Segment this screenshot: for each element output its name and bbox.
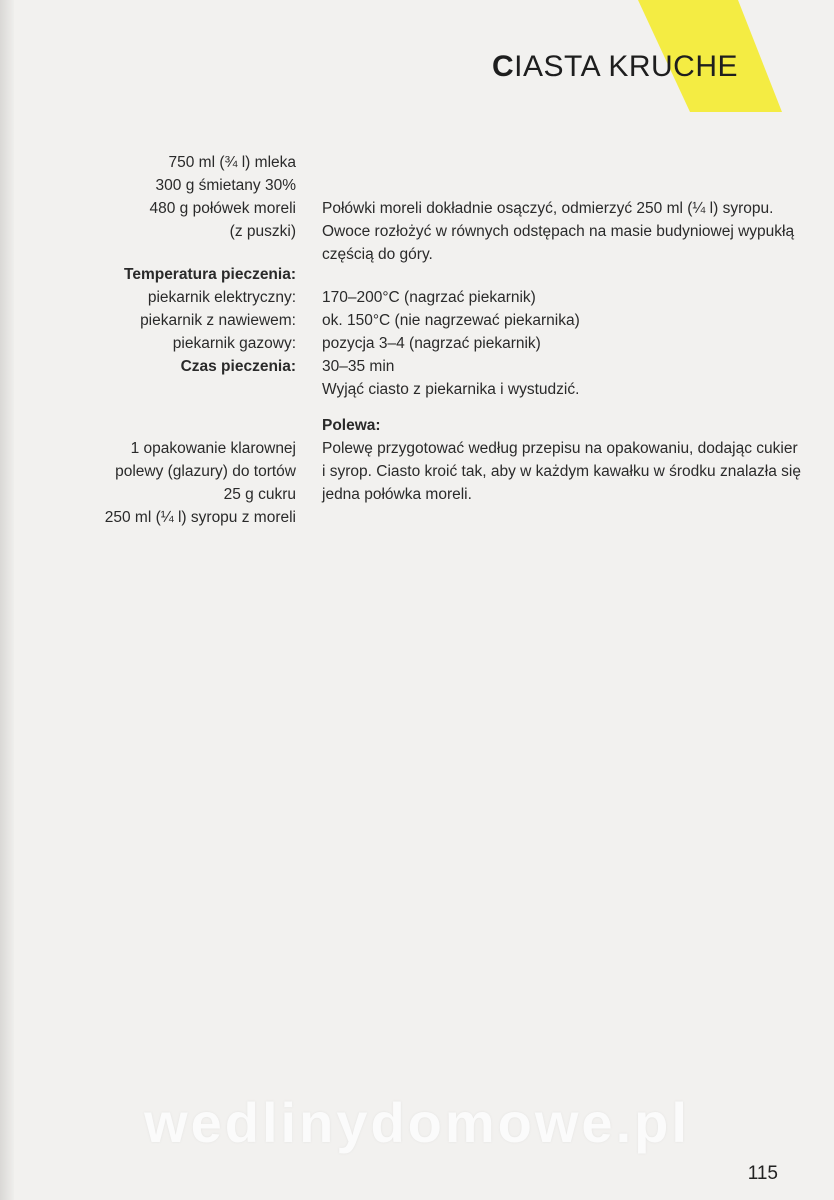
instruction-paragraph: Polewę przygotować według przepisu na opakowaniu, dodając cukier i syrop. Ciasto kroić tak, aby w każdym kawałku w środku znalazła się jedna połówka moreli. bbox=[322, 440, 801, 503]
glaze-heading: Polewa: bbox=[322, 417, 381, 434]
watermark: wedlinydomowe.pl bbox=[144, 1091, 690, 1154]
ingredient-item: 300 g śmietany 30% bbox=[155, 177, 296, 194]
electric-oven-label: piekarnik elektryczny: bbox=[147, 289, 296, 306]
baking-values bbox=[322, 286, 802, 401]
page-number: 115 bbox=[747, 1163, 778, 1184]
page-spine-shadow bbox=[0, 0, 14, 1200]
ingredient-item: 750 ml (¾ l) mleka bbox=[168, 154, 296, 171]
ingredient-item: 250 ml (¼ l) syropu z moreli bbox=[104, 509, 296, 526]
baking-labels bbox=[40, 263, 296, 378]
ingredient-item: (z puszki) bbox=[229, 223, 296, 240]
ingredient-item: polewy (glazury) do tortów bbox=[115, 463, 296, 480]
glaze-heading-block bbox=[322, 414, 802, 437]
temperature-heading: Temperatura pieczenia: bbox=[124, 266, 296, 283]
ingredient-item: 25 g cukru bbox=[223, 486, 296, 503]
fan-oven-value: ok. 150°C (nie nagrzewać piekarnika) bbox=[322, 312, 580, 329]
electric-oven-value: 170–200°C (nagrzać piekarnik) bbox=[322, 289, 536, 306]
fan-oven-label: piekarnik z nawiewem: bbox=[140, 312, 296, 329]
ingredient-item: 1 opakowanie klarownej bbox=[130, 440, 296, 457]
step-1-text bbox=[322, 197, 802, 266]
page-title-rest: IASTA KRUCHE bbox=[514, 50, 738, 83]
glaze-text bbox=[322, 437, 802, 506]
baking-time-value: 30–35 min bbox=[322, 358, 395, 375]
baking-time-label: Czas pieczenia: bbox=[180, 358, 296, 375]
ingredient-item: 480 g połówek moreli bbox=[149, 200, 296, 217]
cooling-instruction: Wyjąć ciasto z piekarnika i wystudzić. bbox=[322, 381, 580, 398]
instruction-paragraph: Połówki moreli dokładnie osączyć, odmierzyć 250 ml (¼ l) syropu. Owoce rozłożyć w równych odstępach na masie budyniowej wypukłą częścią do góry. bbox=[322, 200, 795, 263]
glaze-ingredients bbox=[40, 437, 296, 529]
gas-oven-label: piekarnik gazowy: bbox=[172, 335, 296, 352]
ingredients-list-1 bbox=[40, 151, 296, 243]
page-title bbox=[492, 50, 738, 84]
page-title-initial: C bbox=[492, 50, 515, 83]
gas-oven-value: pozycja 3–4 (nagrzać piekarnik) bbox=[322, 335, 541, 352]
